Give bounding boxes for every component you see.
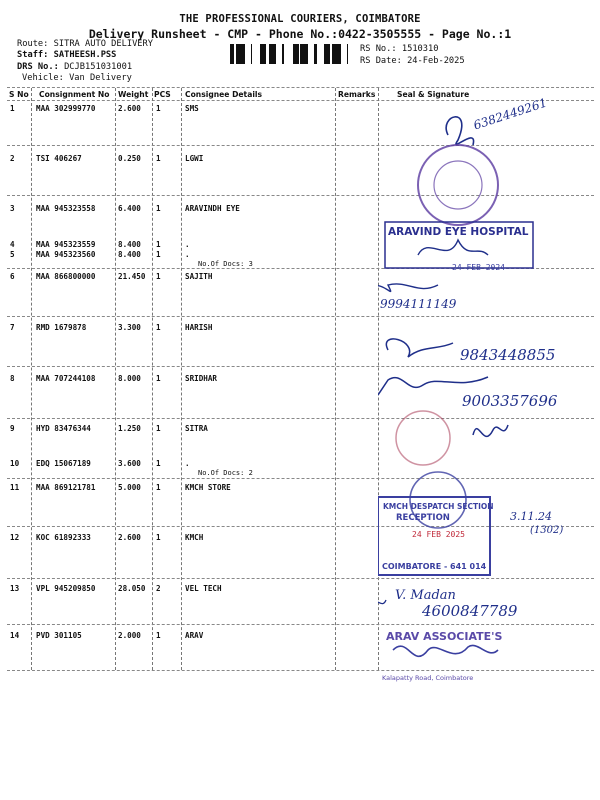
handwritten-name: V. Madan [395,588,456,603]
barcode-bar [305,44,306,64]
col-remarks: Remarks [338,90,376,99]
col-seal: Seal & Signature [397,90,470,99]
handwritten-phone: 9003357696 [462,392,558,410]
cell-sno: 11 [10,483,20,492]
barcode-bar [335,44,336,64]
barcode-bar [324,44,326,64]
staff-value: SATHEESH.PSS [53,50,117,60]
barcode-bar [347,44,348,64]
barcode-bar [251,44,252,64]
cell-consignee: VEL TECH [185,584,222,593]
drs-label: DRS No.: [17,62,59,72]
cell-weight: 2.600 [118,104,141,113]
barcode-bar [270,44,272,64]
cell-weight: 0.250 [118,154,141,163]
cell-consignment: RMD 1679878 [36,323,87,332]
cell-weight: 3.300 [118,323,141,332]
runsheet-title: Delivery Runsheet - CMP - Phone No.:0422-3505555 - Page No.:1 [88,27,512,41]
cell-sno: 6 [10,272,15,281]
cell-consignment: VPL 945209850 [36,584,96,593]
kmch-stamp-reception: RECEPTION [396,513,450,523]
vehicle-line [22,73,132,83]
cell-weight: 1.250 [118,424,141,433]
cell-consignment: MAA 869121781 [36,483,96,492]
cell-weight: 2.600 [118,533,141,542]
barcode-bar [230,44,233,64]
rs-no-label: RS No.: [360,44,397,54]
barcode-bar [302,44,305,64]
route-value: SITRA AUTO DELIVERY [53,39,154,49]
cell-pcs: 1 [156,104,161,113]
col-pcs: PCS [154,90,171,99]
docs-count: No.Of Docs: 2 [198,469,253,477]
vehicle-value: Van Delivery [69,73,132,83]
barcode-bar [263,44,264,64]
col-divider [115,88,116,670]
cell-consignment: MAA 707244108 [36,374,96,383]
cell-weight: 3.600 [118,459,141,468]
cell-pcs: 1 [156,323,161,332]
cell-consignment: MAA 866800000 [36,272,96,281]
col-consignment: Consignment No [39,90,110,99]
handwritten-phone: 6382449261 [471,95,549,133]
cell-consignee: SRIDHAR [185,374,218,383]
cell-sno: 14 [10,631,20,640]
handwritten-note: (1302) [530,525,564,536]
barcode-bar [260,44,263,64]
cell-consignment: KOC 61892333 [36,533,91,542]
handwritten-phone: 9843448855 [460,346,556,364]
cell-pcs: 1 [156,424,161,433]
barcode-bar [269,44,270,64]
cell-sno: 12 [10,533,20,542]
barcode-bar [300,44,302,64]
cell-pcs: 1 [156,272,161,281]
cell-sno: 1 [10,104,15,113]
company-title: THE PROFESSIONAL COURIERS, COIMBATORE [179,13,421,25]
cell-consignee: . [185,250,190,259]
cell-pcs: 1 [156,459,161,468]
cell-consignee: SAJITH [185,272,213,281]
col-weight: Weight [118,90,149,99]
cell-consignee: ARAVINDH EYE [185,204,240,213]
col-divider [152,88,153,670]
staff-label: Staff: [17,50,49,60]
cell-pcs: 1 [156,204,161,213]
barcode-bar [272,44,275,64]
cell-weight: 8.000 [118,374,141,383]
cell-consignee: LGWI [185,154,204,163]
col-sno: S No [9,90,29,99]
arav-stamp-sub: Kalapatty Road, Coimbatore [382,674,474,682]
barcode-bar [233,44,234,64]
cell-consignee: HARISH [185,323,213,332]
cell-weight: 28.050 [118,584,146,593]
cell-consignment: EDQ 15067189 [36,459,91,468]
cell-pcs: 1 [156,154,161,163]
cell-consignee: KMCH STORE [185,483,231,492]
cell-sno: 7 [10,323,15,332]
barcode-bar [294,44,296,64]
barcode-bar [264,44,266,64]
barcode-bar [236,44,239,64]
cell-weight: 5.000 [118,483,141,492]
cell-sno: 2 [10,154,15,163]
route-label: Route: [17,39,49,49]
barcode [230,44,354,64]
cell-consignee: . [185,240,190,249]
barcode-bar [293,44,294,64]
cell-consignee: . [185,459,190,468]
barcode-bar [282,44,284,64]
barcode-bar [239,44,240,64]
barcode-bar [275,44,276,64]
rs-no-value: 1510310 [401,44,439,54]
rs-date-line [360,56,465,66]
cell-weight: 2.000 [118,631,141,640]
cell-consignee: ARAV [185,631,204,640]
route-line [17,39,153,49]
barcode-bar [332,44,335,64]
cell-pcs: 1 [156,250,161,259]
col-consignee: Consignee Details [185,90,263,99]
cell-sno: 3 [10,204,15,213]
barcode-bar [296,44,299,64]
cell-weight: 21.450 [118,272,146,281]
cell-weight: 8.400 [118,250,141,259]
cell-pcs: 1 [156,631,161,640]
cell-weight: 6.400 [118,204,141,213]
cell-sno: 4 [10,240,15,249]
staff-line [17,50,116,60]
cell-consignment: MAA 302999770 [36,104,96,113]
cell-consignment: PVD 301105 [36,631,82,640]
aravind-stamp-date: 24 FEB 2024 [452,263,505,272]
cell-sno: 5 [10,250,15,259]
cell-consignment: MAA 945323558 [36,204,96,213]
rs-date-label: RS Date: [360,56,402,66]
cell-consignment: MAA 945323560 [36,250,96,259]
cell-consignee: SMS [185,104,199,113]
handwritten-time: 3.11.24 [510,510,552,523]
barcode-bar [306,44,308,64]
col-divider [335,88,336,670]
arav-stamp-title: ARAV ASSOCIATE'S [386,630,503,643]
rs-date-value: 24-Feb-2025 [407,56,465,66]
docs-count: No.Of Docs: 3 [198,260,253,268]
cell-consignment: HYD 83476344 [36,424,91,433]
col-divider [31,88,32,670]
cell-pcs: 2 [156,584,161,593]
col-divider [181,88,182,670]
aravind-stamp-title: ARAVIND EYE HOSPITAL [388,226,529,238]
drs-line [17,62,132,72]
handwritten-phone: 9994111149 [380,297,457,311]
barcode-bar [329,44,330,64]
cell-consignee: KMCH [185,533,204,542]
cell-pcs: 1 [156,374,161,383]
cell-pcs: 1 [156,483,161,492]
kmch-stamp-date: 24 FEB 2025 [412,530,465,539]
cell-sno: 13 [10,584,20,593]
barcode-bar [240,44,242,64]
cell-pcs: 1 [156,240,161,249]
rs-no-line [360,44,438,54]
cell-consignment: TSI 406267 [36,154,82,163]
kmch-stamp-title: KMCH DESPATCH SECTION [383,502,494,511]
barcode-bar [314,44,317,64]
vehicle-label: Vehicle: [22,73,64,83]
cell-consignment: MAA 945323559 [36,240,96,249]
cell-pcs: 1 [156,533,161,542]
red-seal [396,411,450,465]
cell-weight: 8.400 [118,240,141,249]
round-seal [418,145,498,225]
signature [446,117,473,145]
cell-sno: 9 [10,424,15,433]
drs-value: DCJB151031001 [64,62,133,72]
barcode-bar [326,44,329,64]
barcode-bar [336,44,338,64]
kmch-stamp-city: COIMBATORE - 641 014 [382,562,487,571]
cell-sno: 10 [10,459,20,468]
barcode-bar [242,44,245,64]
handwritten-phone: 4600847789 [422,602,518,620]
cell-consignee: SITRA [185,424,208,433]
cell-sno: 8 [10,374,15,383]
barcode-bar [338,44,341,64]
